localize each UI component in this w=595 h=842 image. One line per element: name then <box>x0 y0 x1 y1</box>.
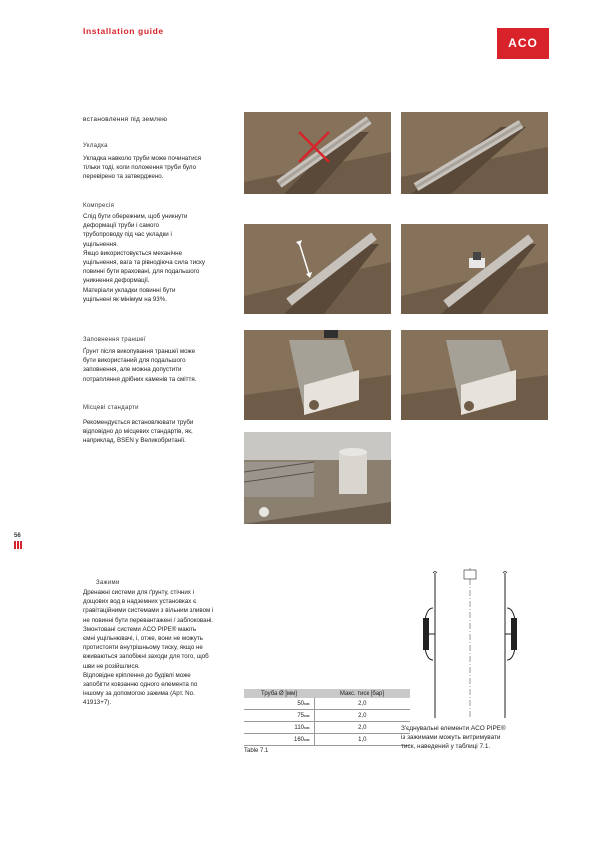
section-heading-backfill: Заповнення траншеї <box>83 337 146 343</box>
pressure-cell: 1,0 <box>314 734 410 746</box>
text-line: тільки тоді, коли положення труби було <box>83 164 197 172</box>
photo-manual-compaction <box>244 224 391 314</box>
section-body-laying <box>83 154 238 182</box>
section-title: встановлення під землею <box>83 116 168 123</box>
photo-pipe-in-trench <box>401 112 548 194</box>
section-heading-laying: Укладка <box>83 143 108 149</box>
text-line: повинні бути враховані, для подальшого <box>83 268 200 276</box>
header-title: Installation guide <box>83 26 164 36</box>
text-line: Якщо використовується механічне <box>83 249 183 257</box>
section-body-compression <box>83 212 243 304</box>
table-caption: Table 7.1 <box>244 748 269 754</box>
clamps-heading: Зажими <box>96 580 120 586</box>
photo-trench-fill-layers <box>244 330 391 420</box>
text-line: перевірено та затверджено. <box>83 173 164 181</box>
pipe-size-cell: 160мм <box>244 734 314 746</box>
photo-pipe-check-crossed <box>244 112 391 194</box>
pressure-table-wrap <box>244 689 410 746</box>
pressure-table <box>244 689 410 746</box>
text-line: відповідно до місцевих стандартів, як, <box>83 428 193 436</box>
table-row <box>244 710 410 722</box>
text-line: тиск, наведений у таблиці 7.1. <box>401 743 491 751</box>
text-line: заповнення, але можна допустити <box>83 366 182 374</box>
text-line: не повинні бути перевантажені / заблоковані. <box>83 616 214 624</box>
text-line: шви не розійшлися. <box>83 662 140 670</box>
text-line: 41913+7). <box>83 699 112 707</box>
text-line: Рекомендується встановлювати труби <box>83 419 194 426</box>
text-line: протистояти внутрішньому тиску, якщо не <box>83 644 203 652</box>
text-line: іншому за допомогою зажима (Арт. No. <box>83 690 195 698</box>
table-header-pipe: Труба Ø [мм] <box>244 689 314 698</box>
text-line: ущільнення, вага та рівнодіюча сила тиску <box>83 259 206 267</box>
photo-construction-site <box>244 432 391 524</box>
table-row <box>244 722 410 734</box>
table-row <box>244 734 410 746</box>
pipe-size-cell: 110мм <box>244 722 314 734</box>
pressure-cell: 2,0 <box>314 722 410 734</box>
text-line: деформації труби і самого <box>83 222 160 230</box>
pipe-size-cell: 75мм <box>244 710 314 722</box>
text-line: Матеріали укладки повинні бути <box>83 286 176 294</box>
pipe-size-cell: 50мм <box>244 698 314 710</box>
section-heading-compression: Компресія <box>83 203 115 209</box>
table-row <box>244 698 410 710</box>
photo-machine-compaction <box>401 224 548 314</box>
text-line: вживаються запобіжні заходи для того, щоб <box>83 653 209 661</box>
text-line: Ґрунт після викопування траншеї може <box>83 348 196 355</box>
pressure-cell: 2,0 <box>314 710 410 722</box>
text-line: із зажимами можуть витримувати <box>401 734 501 742</box>
table-header-pressure: Макс. тиск [бар] <box>314 689 410 698</box>
photo-trench-filled <box>401 330 548 420</box>
text-line: Змонтовані системи ACO PIPE® мають <box>83 625 197 633</box>
text-line: З'єднувальні елементи ACO PIPE® <box>401 725 506 732</box>
page-number: 56 <box>14 533 21 539</box>
text-line: Укладка навколо труби може починатися <box>83 155 201 162</box>
text-line: гравітаційними системами з вільним зливом і <box>83 607 214 615</box>
diagram-caption <box>401 724 551 752</box>
text-line: Слід бути обережним, щоб уникнути <box>83 213 188 220</box>
text-line: Дренажні системи для ґрунту, стічних і <box>83 589 194 596</box>
text-line: запобігти ковзанню одного елемента по <box>83 681 198 689</box>
page-marker-icon <box>14 541 22 549</box>
section-heading-local-standards: Місцеві стандарти <box>83 405 139 411</box>
section-body-backfill <box>83 347 243 384</box>
text-line: Відповідне кріплення до будівлі може <box>83 671 191 679</box>
text-line: уникнення деформації. <box>83 277 150 285</box>
text-line: дощових вод в надземних установках є <box>83 598 197 606</box>
text-line: потрапляння дрібних каменів та сміття. <box>83 375 197 383</box>
text-line: ущільнені як мінімум на 93%. <box>83 295 167 303</box>
text-line: трубопроводу під час укладки і <box>83 231 172 239</box>
text-line: ущільнення. <box>83 240 119 248</box>
text-line: ємні ущільнювачі, і, отже, вони не можуть <box>83 635 203 643</box>
pipe-clamp-diagram <box>405 568 535 718</box>
text-line: наприклад, BSEN у Великобританії. <box>83 437 186 445</box>
section-body-local-standards <box>83 418 243 446</box>
pressure-cell: 2,0 <box>314 698 410 710</box>
aco-logo: ACO <box>497 28 549 59</box>
clamps-body <box>83 588 243 708</box>
text-line: бути використаний для подальшого <box>83 357 186 365</box>
